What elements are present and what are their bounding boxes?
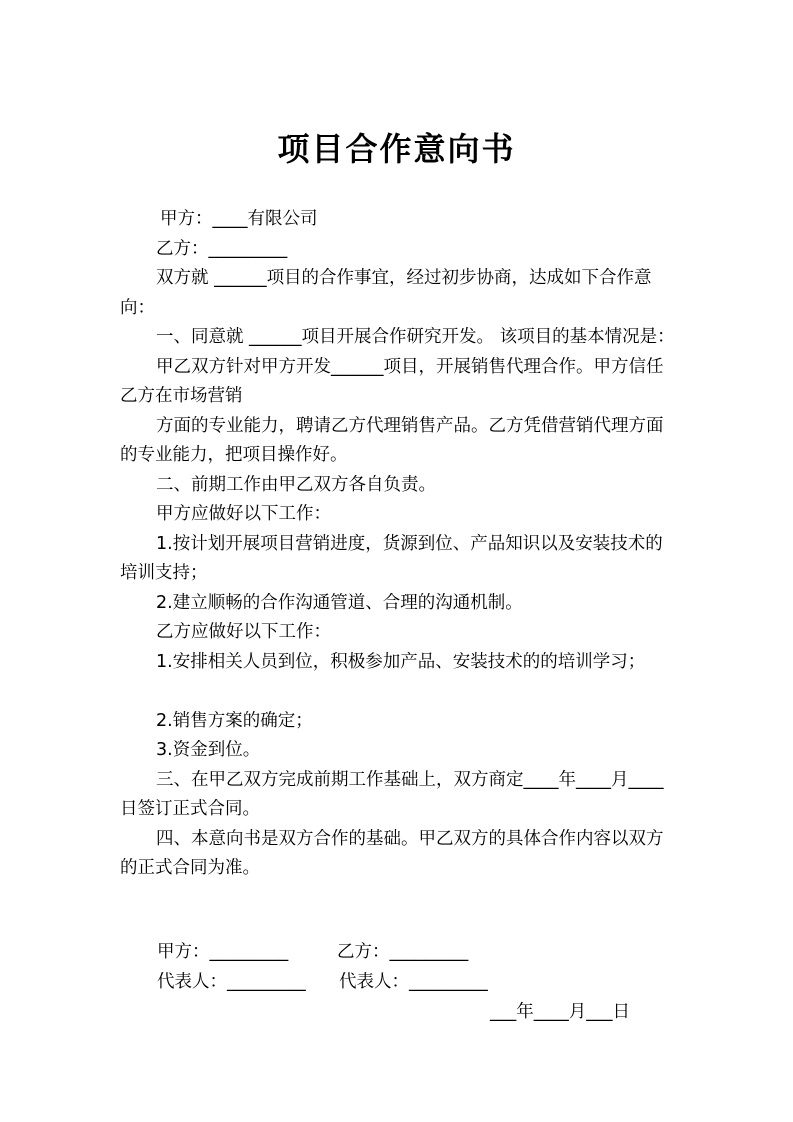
sign-rep-a: 代表人：_________ <box>157 971 306 992</box>
sign-party-b: 乙方：_________ <box>337 942 469 962</box>
clause-1-detail-b: 方面的专业能力，聘请乙方代理销售产品。乙方凭借营销代理方面的专业能力，把项目操作好。 <box>120 415 664 465</box>
signature-date: ___年____月___日 <box>490 1002 630 1022</box>
party-a-duty-2: 2.建立顺畅的合作沟通管道、合理的沟通机制。 <box>156 592 523 613</box>
clause-3: 三、在甲乙双方完成前期工作基础上，双方商定____年____月____日签订正式合同。 <box>120 769 664 819</box>
party-a-line: 甲方：____有限公司 <box>160 209 318 229</box>
document-body <box>120 205 680 884</box>
clause-4: 四、本意向书是双方合作的基础。甲乙双方的具体合作内容以双方的正式合同为准。 <box>120 828 664 878</box>
party-b-line: 乙方：_________ <box>156 238 288 259</box>
signature-reps-row <box>157 968 519 998</box>
party-a-duty-1: 1.按计划开展项目营销进度，货源到位、产品知识以及安装技术的培训支持； <box>120 533 663 583</box>
signature-parties-row <box>157 938 519 968</box>
party-b-duty-2: 2.销售方案的确定； <box>156 710 313 731</box>
party-b-duty-1: 1.安排相关人员到位，积极参加产品、安装技术的的培训学习； <box>156 651 646 672</box>
party-a-duties-heading: 甲方应做好以下工作： <box>156 504 331 524</box>
sign-rep-b: 代表人：_________ <box>339 971 488 992</box>
document-title: 项目合作意向书 <box>277 130 516 168</box>
clause-1: 一、同意就 ______项目开展合作研究开发。 该项目的基本情况是： <box>156 327 675 347</box>
clause-1-detail-a: 甲乙双方针对甲方开发______项目，开展销售代理合作。甲方信任乙方在市场营销 <box>120 356 664 406</box>
intro-paragraph: 双方就 ______项目的合作事宜，经过初步协商，达成如下合作意向： <box>120 268 652 318</box>
signature-block <box>157 938 519 997</box>
sign-party-a: 甲方：_________ <box>157 942 289 962</box>
clause-2: 二、前期工作由甲乙双方各自负责。 <box>156 474 436 495</box>
party-b-duty-3: 3.资金到位。 <box>156 740 261 760</box>
party-b-duties-heading: 乙方应做好以下工作： <box>156 622 331 642</box>
